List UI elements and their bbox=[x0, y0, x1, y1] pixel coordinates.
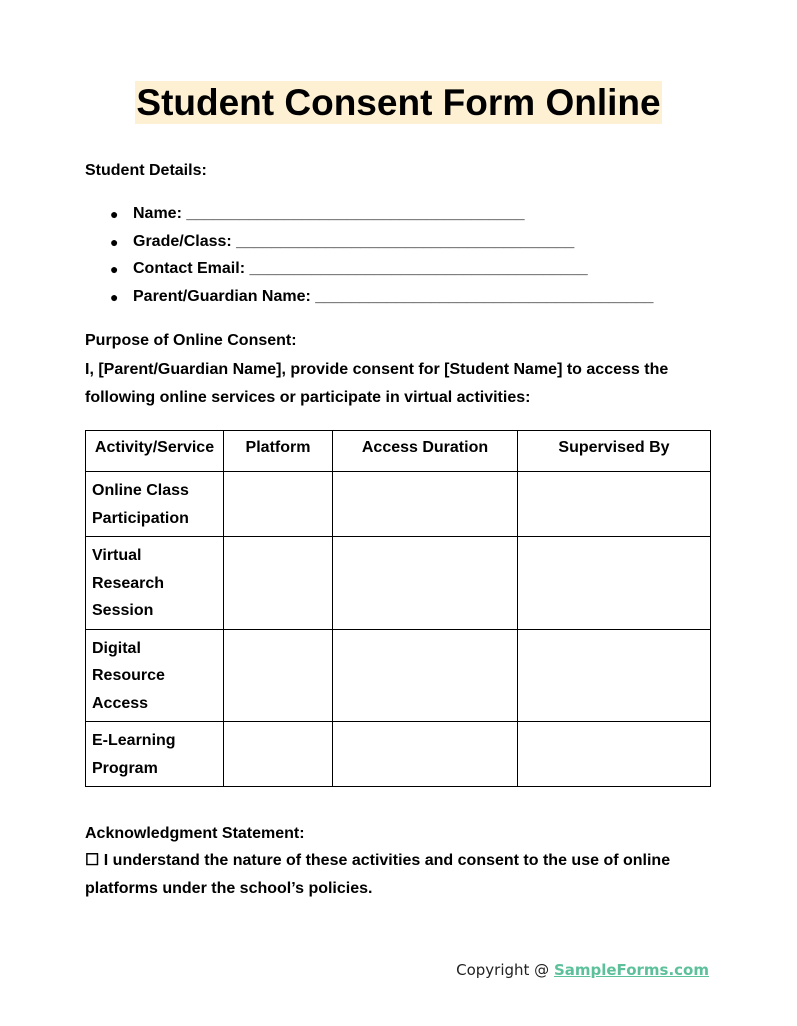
purpose-heading: Purpose of Online Consent: bbox=[85, 332, 297, 349]
copyright-text: Copyright @ bbox=[456, 961, 554, 979]
contact-email-label: Contact Email: bbox=[133, 260, 246, 278]
title-container bbox=[0, 81, 797, 124]
parent-guardian-blank[interactable]: ______________________________________ bbox=[315, 288, 654, 306]
name-label: Name: bbox=[133, 205, 182, 222]
bullet-icon: ● bbox=[110, 261, 119, 278]
activity-cell: Digital Resource Access bbox=[86, 629, 224, 722]
grade-class-label: Grade/Class: bbox=[133, 232, 232, 250]
student-details-heading: Student Details: bbox=[85, 162, 207, 179]
supervised-cell[interactable] bbox=[518, 472, 711, 537]
activity-cell: E-Learning Program bbox=[86, 722, 224, 787]
acknowledgment-statement bbox=[85, 847, 710, 902]
platform-cell[interactable] bbox=[224, 629, 333, 722]
table-header-row bbox=[86, 431, 711, 472]
table-row bbox=[86, 537, 711, 630]
acknowledgment-text: I understand the nature of these activities and consent to the use of online platforms under the school’s policies. bbox=[85, 852, 671, 897]
table-row bbox=[86, 629, 711, 722]
page-title: Student Consent Form Online bbox=[136, 82, 661, 123]
student-details-list bbox=[85, 204, 653, 315]
activity-table bbox=[85, 430, 711, 787]
bullet-icon: ● bbox=[110, 289, 119, 306]
activity-cell: Online Class Participation bbox=[86, 472, 224, 537]
table-row bbox=[86, 472, 711, 537]
header-access-duration: Access Duration bbox=[333, 431, 518, 472]
acknowledgment-checkbox[interactable]: ☐ bbox=[85, 852, 100, 869]
bullet-icon: ● bbox=[110, 206, 119, 222]
header-platform: Platform bbox=[224, 431, 333, 472]
footer-copyright bbox=[456, 961, 709, 979]
table-row bbox=[86, 722, 711, 787]
supervised-cell[interactable] bbox=[518, 722, 711, 787]
name-blank[interactable]: ______________________________________ bbox=[186, 205, 525, 222]
duration-cell[interactable] bbox=[333, 722, 518, 787]
header-activity-service: Activity/Service bbox=[86, 431, 224, 472]
duration-cell[interactable] bbox=[333, 537, 518, 630]
contact-email-field[interactable] bbox=[85, 259, 653, 287]
parent-guardian-label: Parent/Guardian Name: bbox=[133, 288, 311, 306]
acknowledgment-heading: Acknowledgment Statement: bbox=[85, 825, 305, 842]
parent-guardian-field[interactable] bbox=[85, 287, 653, 315]
contact-email-blank[interactable]: ______________________________________ bbox=[249, 260, 588, 278]
grade-class-field[interactable] bbox=[85, 232, 653, 260]
purpose-text: I, [Parent/Guardian Name], provide consent for [Student Name] to access the following online services or participate in virtual activities: bbox=[85, 361, 669, 406]
sampleforms-link[interactable]: SampleForms.com bbox=[553, 961, 709, 979]
platform-cell[interactable] bbox=[224, 472, 333, 537]
supervised-cell[interactable] bbox=[518, 537, 711, 630]
duration-cell[interactable] bbox=[333, 629, 518, 722]
supervised-cell[interactable] bbox=[518, 629, 711, 722]
header-supervised-by: Supervised By bbox=[518, 431, 711, 472]
platform-cell[interactable] bbox=[224, 722, 333, 787]
name-field[interactable] bbox=[85, 204, 653, 232]
platform-cell[interactable] bbox=[224, 537, 333, 630]
bullet-icon: ● bbox=[110, 233, 119, 250]
grade-class-blank[interactable]: ______________________________________ bbox=[236, 232, 575, 250]
duration-cell[interactable] bbox=[333, 472, 518, 537]
activity-cell: Virtual Research Session bbox=[86, 537, 224, 630]
